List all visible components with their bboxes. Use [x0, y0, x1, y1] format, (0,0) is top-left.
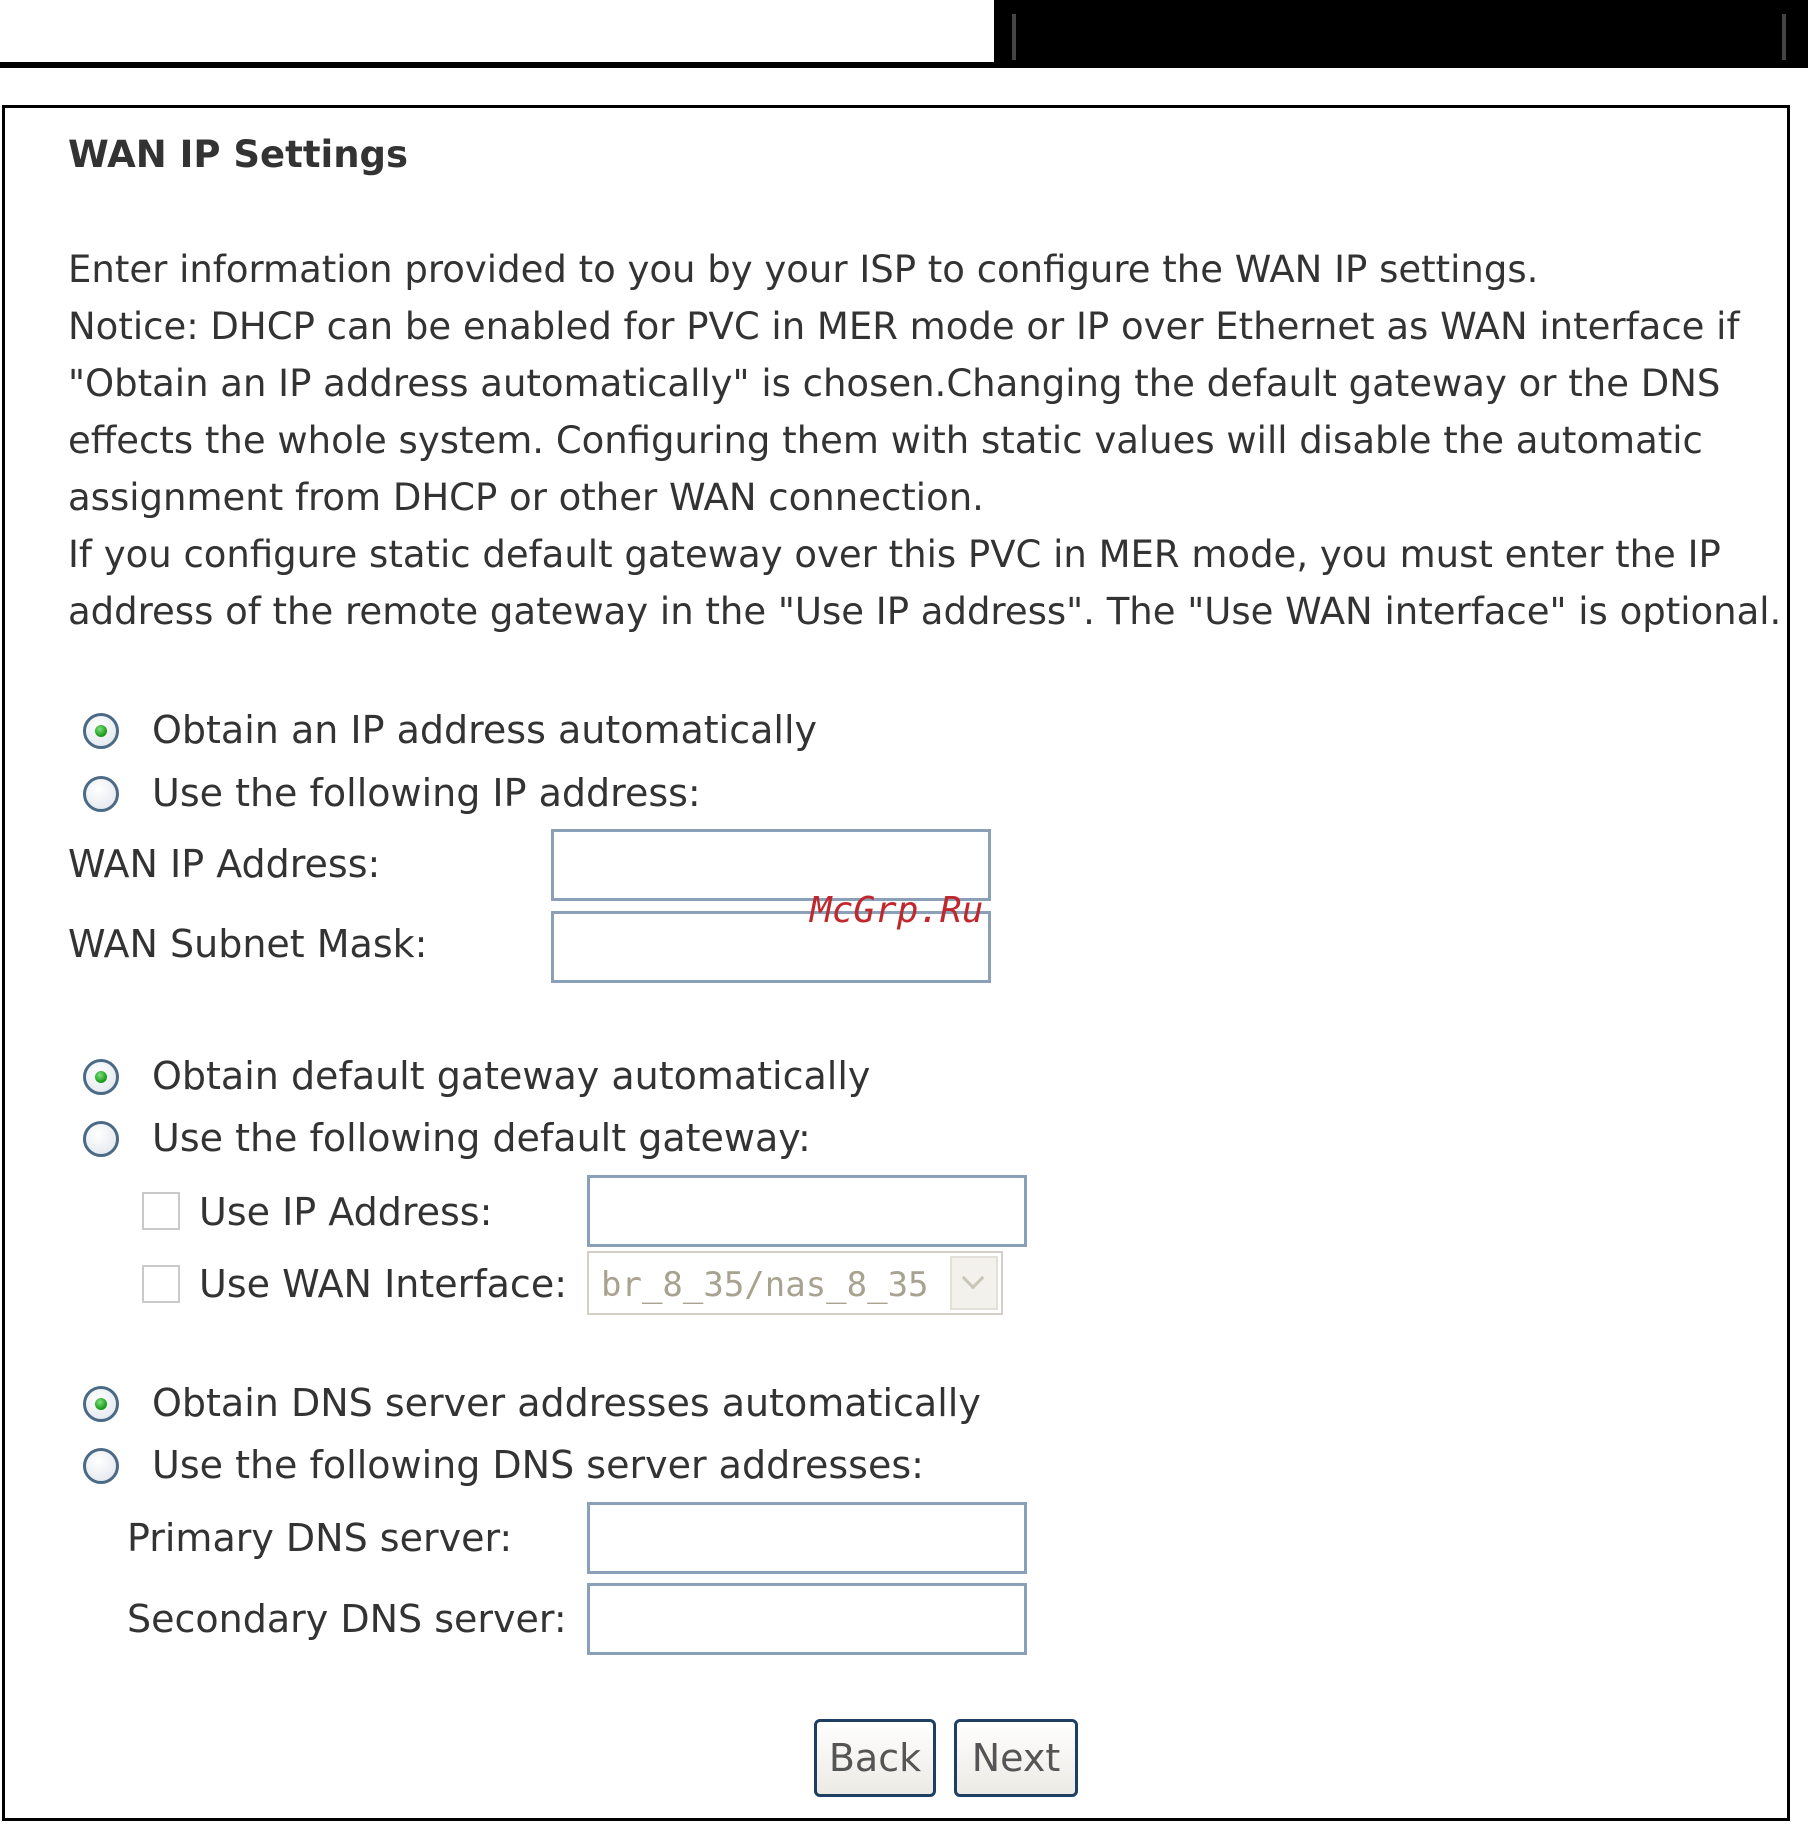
gateway-auto-radio[interactable] — [83, 1059, 119, 1095]
description-line: assignment from DHCP or other WAN connection. — [68, 476, 984, 519]
dns-manual-label: Use the following DNS server addresses: — [152, 1443, 924, 1487]
use-ip-address-input[interactable] — [587, 1175, 1027, 1247]
use-ip-address-label: Use IP Address: — [199, 1190, 493, 1234]
description — [68, 241, 1781, 640]
description-line: "Obtain an IP address automatically" is chosen.Changing the default gateway or the DNS — [68, 362, 1721, 405]
dns-auto-label: Obtain DNS server addresses automatically — [152, 1381, 981, 1425]
back-button[interactable]: Back — [814, 1719, 936, 1797]
header-bar-notch-left — [1012, 14, 1016, 60]
wan-ip-label: WAN IP Address: — [68, 842, 381, 886]
gateway-manual-label: Use the following default gateway: — [152, 1116, 811, 1160]
description-line: If you configure static default gateway over this PVC in MER mode, you must enter the IP — [68, 533, 1721, 576]
description-line: Enter information provided to you by your ISP to configure the WAN IP settings. — [68, 248, 1539, 291]
page-title: WAN IP Settings — [68, 133, 409, 176]
ip-auto-label: Obtain an IP address automatically — [152, 708, 818, 752]
watermark: McGrp.Ru — [810, 890, 984, 931]
wan-interface-value: br_8_35/nas_8_35 — [601, 1265, 929, 1305]
header-bar — [994, 0, 1808, 66]
wan-interface-select[interactable] — [587, 1251, 1003, 1315]
gateway-manual-radio[interactable] — [83, 1121, 119, 1157]
ip-auto-radio[interactable] — [83, 713, 119, 749]
description-line: address of the remote gateway in the "Use IP address". The "Use WAN interface" is optional. — [68, 590, 1782, 633]
secondary-dns-input[interactable] — [587, 1583, 1027, 1655]
use-ip-address-checkbox[interactable] — [142, 1192, 180, 1230]
description-line: effects the whole system. Configuring them with static values will disable the automatic — [68, 419, 1703, 462]
dns-auto-radio[interactable] — [83, 1386, 119, 1422]
gateway-auto-label: Obtain default gateway automatically — [152, 1054, 871, 1098]
primary-dns-input[interactable] — [587, 1502, 1027, 1574]
dns-manual-radio[interactable] — [83, 1448, 119, 1484]
header-bar-notch-right — [1782, 14, 1786, 60]
radio-selected-dot — [95, 1071, 107, 1083]
primary-dns-label: Primary DNS server: — [127, 1516, 513, 1560]
radio-selected-dot — [95, 725, 107, 737]
use-wan-interface-label: Use WAN Interface: — [199, 1262, 567, 1306]
use-wan-interface-checkbox[interactable] — [142, 1265, 180, 1303]
wan-subnet-label: WAN Subnet Mask: — [68, 922, 428, 966]
description-line: Notice: DHCP can be enabled for PVC in MER mode or IP over Ethernet as WAN interface if — [68, 305, 1740, 348]
secondary-dns-label: Secondary DNS server: — [127, 1597, 567, 1641]
next-button[interactable]: Next — [954, 1719, 1078, 1797]
radio-selected-dot — [95, 1398, 107, 1410]
ip-manual-radio[interactable] — [83, 776, 119, 812]
ip-manual-label: Use the following IP address: — [152, 771, 701, 815]
chevron-down-icon[interactable] — [950, 1256, 998, 1310]
